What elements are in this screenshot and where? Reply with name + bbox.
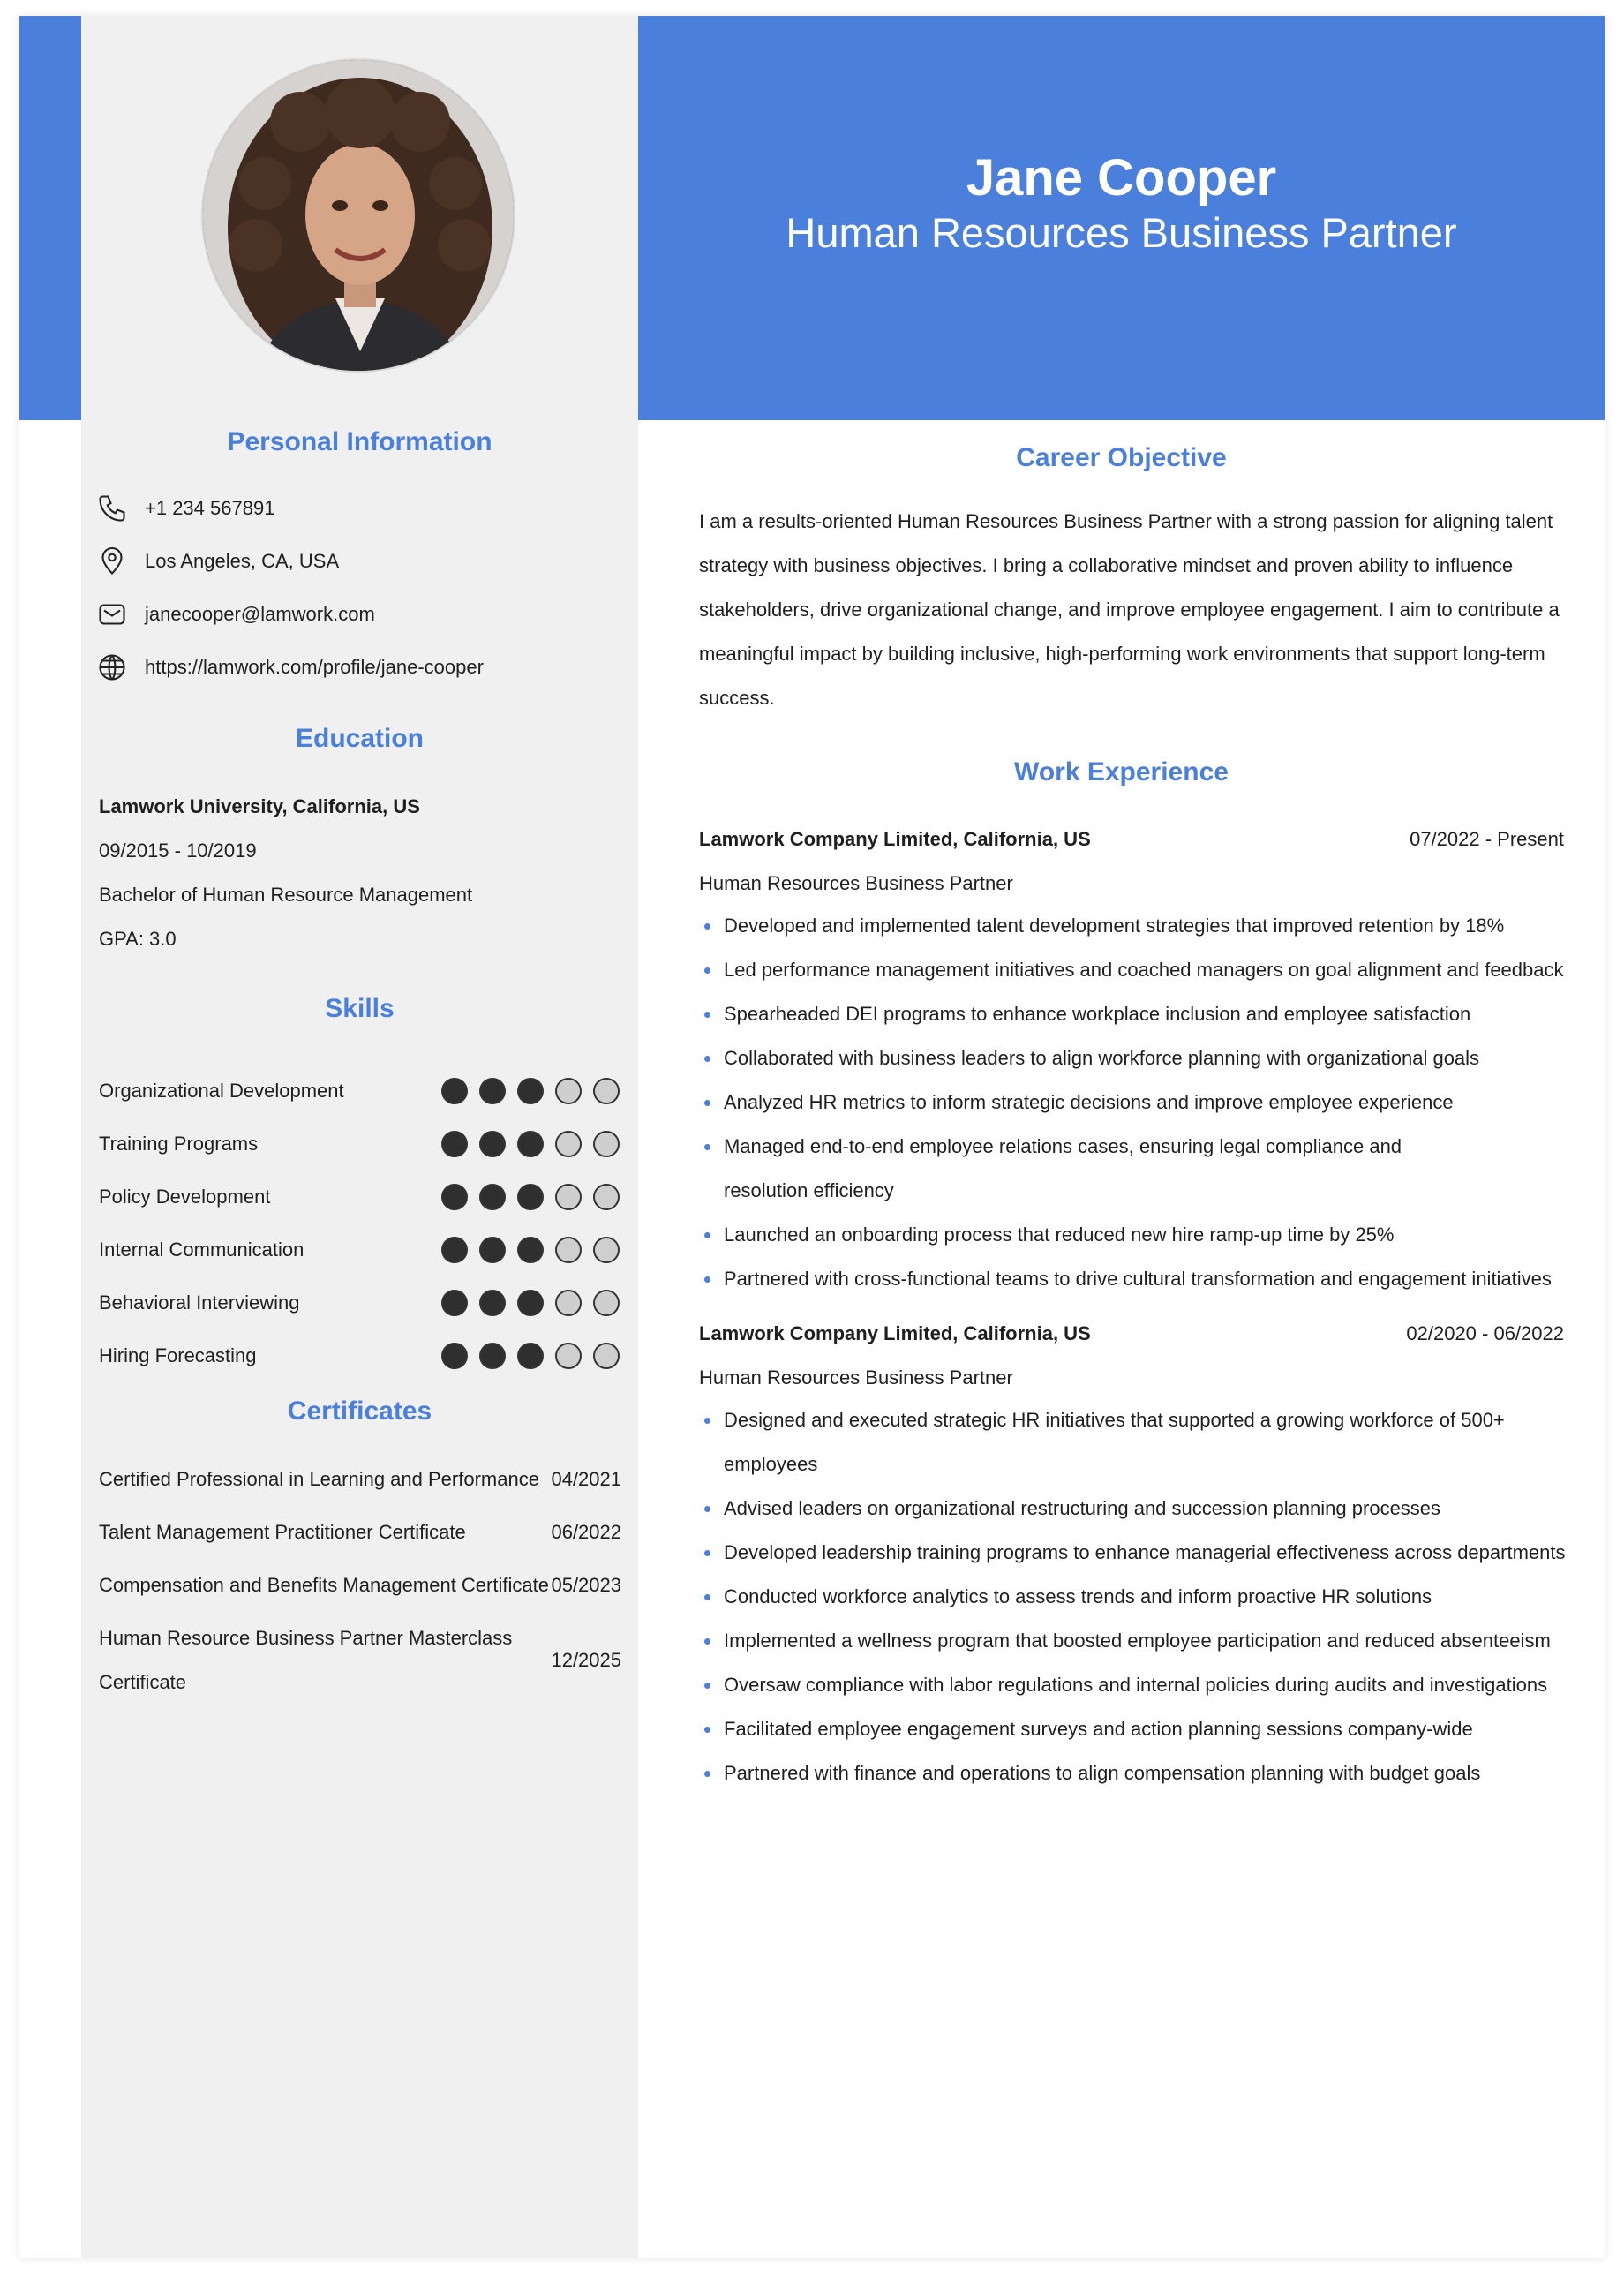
rating-dot-empty <box>555 1184 582 1210</box>
rating-dot-filled <box>517 1131 544 1157</box>
certificate-item <box>99 1616 621 1705</box>
list-item: Implemented a wellness program that boosted employee participation and reduced absenteeism <box>699 1619 1573 1663</box>
education-dates: 09/2015 - 10/2019 <box>99 839 257 862</box>
job-bullets <box>699 904 1573 1301</box>
skill-name: Organizational Development <box>99 1080 344 1102</box>
rating-dot-filled <box>479 1078 506 1104</box>
rating-dot-empty <box>593 1237 620 1263</box>
education-degree: Bachelor of Human Resource Management <box>99 884 473 906</box>
rating-dot-filled <box>441 1343 468 1369</box>
list-item: Launched an onboarding process that reduced new hire ramp-up time by 25% <box>699 1213 1573 1257</box>
skill-rating <box>430 1131 620 1157</box>
job-company: Lamwork Company Limited, California, US <box>699 1322 1091 1344</box>
skill-name: Training Programs <box>99 1133 259 1155</box>
skill-rating <box>430 1343 620 1369</box>
list-item: Conducted workforce analytics to assess trends and inform proactive HR solutions <box>699 1575 1573 1619</box>
certificate-item <box>99 1510 621 1555</box>
certificate-date: 06/2022 <box>551 1521 621 1543</box>
rating-dot-empty <box>555 1290 582 1316</box>
skill-row <box>99 1285 620 1321</box>
rating-dot-filled <box>479 1237 506 1263</box>
skill-rating <box>430 1078 620 1104</box>
skill-row <box>99 1338 620 1374</box>
location-pin-icon <box>95 545 129 578</box>
rating-dot-empty <box>555 1237 582 1263</box>
rating-dot-filled <box>517 1343 544 1369</box>
rating-dot-filled <box>479 1290 506 1316</box>
globe-icon <box>95 651 129 684</box>
certificate-name: Compensation and Benefits Management Certificate <box>99 1574 549 1596</box>
contact-website <box>95 650 484 685</box>
profile-photo <box>201 58 515 373</box>
rating-dot-filled <box>479 1343 506 1369</box>
list-item: Developed leadership training programs to enhance managerial effectiveness across departments <box>699 1531 1573 1575</box>
job-dates: 07/2022 - Present <box>1410 828 1564 850</box>
skill-name: Policy Development <box>99 1186 271 1208</box>
rating-dot-empty <box>593 1078 620 1104</box>
rating-dot-empty <box>593 1184 620 1210</box>
certificate-name: Human Resource Business Partner Masterclass Certificate <box>99 1627 513 1693</box>
rating-dot-filled <box>441 1078 468 1104</box>
email-icon <box>95 598 129 631</box>
rating-dot-filled <box>441 1131 468 1157</box>
list-item: Oversaw compliance with labor regulations and internal policies during audits and investigations <box>699 1663 1573 1707</box>
job-role: Human Resources Business Partner <box>699 872 1013 894</box>
skill-row <box>99 1179 620 1215</box>
rating-dot-filled <box>517 1078 544 1104</box>
job-header <box>699 1322 1564 1345</box>
education-school: Lamwork University, California, US <box>99 795 420 817</box>
rating-dot-filled <box>517 1237 544 1263</box>
candidate-title: Human Resources Business Partner <box>786 209 1457 256</box>
list-item: Led performance management initiatives and coached managers on goal alignment and feedback <box>699 948 1573 992</box>
list-item: Collaborated with business leaders to align workforce planning with organizational goals <box>699 1036 1573 1080</box>
rating-dot-filled <box>441 1184 468 1210</box>
skill-row <box>99 1073 620 1109</box>
objective-heading: Career Objective <box>1016 443 1227 472</box>
skill-rating <box>430 1184 620 1210</box>
job-company: Lamwork Company Limited, California, US <box>699 828 1091 850</box>
rating-dot-filled <box>517 1184 544 1210</box>
skill-rating <box>430 1237 620 1263</box>
education-heading: Education <box>295 724 424 753</box>
list-item: Analyzed HR metrics to inform strategic decisions and improve employee experience <box>699 1080 1573 1125</box>
certificate-item <box>99 1457 621 1502</box>
rating-dot-filled <box>517 1290 544 1316</box>
rating-dot-empty <box>593 1290 620 1316</box>
phone-text: +1 234 567891 <box>145 497 275 519</box>
location-text: Los Angeles, CA, USA <box>145 550 340 572</box>
list-item: Developed and implemented talent development strategies that improved retention by 18% <box>699 904 1573 948</box>
certificates-heading: Certificates <box>287 1396 432 1426</box>
rating-dot-filled <box>441 1290 468 1316</box>
list-item: Advised leaders on organizational restructuring and succession planning processes <box>699 1487 1573 1531</box>
skill-name: Behavioral Interviewing <box>99 1291 300 1314</box>
rating-dot-filled <box>479 1184 506 1210</box>
skill-rating <box>430 1290 620 1316</box>
job-header <box>699 828 1564 851</box>
certificate-date: 04/2021 <box>551 1468 621 1490</box>
list-item: Designed and executed strategic HR initiatives that supported a growing workforce of 500+ employees <box>699 1398 1509 1487</box>
education-gpa: GPA: 3.0 <box>99 928 177 950</box>
rating-dot-empty <box>555 1343 582 1369</box>
certificate-item <box>99 1563 621 1607</box>
skills-heading: Skills <box>325 994 395 1023</box>
certificate-name: Certified Professional in Learning and Performance <box>99 1468 539 1490</box>
certificate-name: Talent Management Practitioner Certificate <box>99 1521 466 1543</box>
job-dates: 02/2020 - 06/2022 <box>1406 1322 1564 1344</box>
certificate-date: 12/2025 <box>551 1649 621 1671</box>
job-role: Human Resources Business Partner <box>699 1366 1013 1389</box>
list-item: Managed end-to-end employee relations cases, ensuring legal compliance and resolution efficiency <box>699 1125 1483 1213</box>
rating-dot-empty <box>593 1131 620 1157</box>
website-text[interactable]: https://lamwork.com/profile/jane-cooper <box>145 656 484 678</box>
list-item: Facilitated employee engagement surveys and action planning sessions company-wide <box>699 1707 1573 1751</box>
contact-email <box>95 597 375 632</box>
rating-dot-empty <box>555 1078 582 1104</box>
objective-text: I am a results-oriented Human Resources Business Partner with a strong passion for aligning talent strategy with business objectives. I bring a collaborative mindset and proven ability to influence stakeholders, drive organizational change, and improve employee engagement. I aim to contribute a meaningful impact by building inclusive, high-performing work environments that support long-term success. <box>699 510 1560 709</box>
rating-dot-empty <box>593 1343 620 1369</box>
resume-page <box>19 16 1605 2258</box>
email-text[interactable]: janecooper@lamwork.com <box>145 603 375 625</box>
list-item: Spearheaded DEI programs to enhance workplace inclusion and employee satisfaction <box>699 992 1573 1036</box>
list-item: Partnered with cross-functional teams to drive cultural transformation and engagement initiatives <box>699 1257 1573 1301</box>
rating-dot-empty <box>555 1131 582 1157</box>
skill-row <box>99 1126 620 1162</box>
contact-location <box>95 544 339 579</box>
certificate-date: 05/2023 <box>551 1574 621 1596</box>
contact-phone <box>95 491 274 526</box>
job-bullets <box>699 1398 1573 1795</box>
skill-name: Internal Communication <box>99 1238 304 1261</box>
accent-strip <box>19 16 81 420</box>
experience-heading: Work Experience <box>1014 757 1229 787</box>
rating-dot-filled <box>479 1131 506 1157</box>
skill-row <box>99 1232 620 1268</box>
skill-name: Hiring Forecasting <box>99 1344 257 1366</box>
personal-info-heading: Personal Information <box>227 427 492 456</box>
rating-dot-filled <box>441 1237 468 1263</box>
list-item: Partnered with finance and operations to align compensation planning with budget goals <box>699 1751 1573 1795</box>
phone-icon <box>95 492 129 525</box>
header-banner <box>638 16 1605 420</box>
candidate-name: Jane Cooper <box>966 149 1277 207</box>
